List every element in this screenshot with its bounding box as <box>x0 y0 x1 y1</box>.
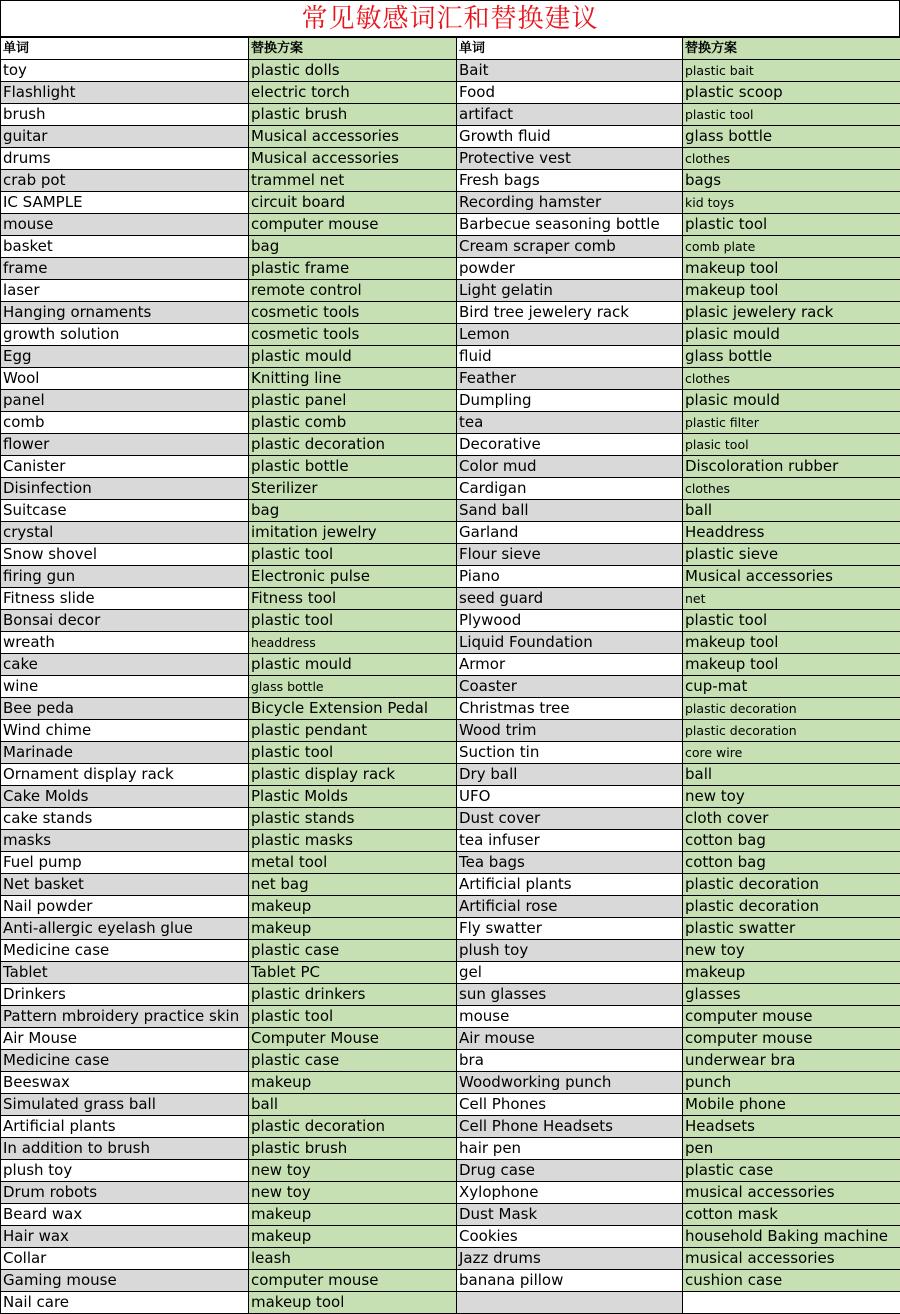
table-row <box>1 324 900 346</box>
word-cell-2[interactable]: Cell Phones <box>457 1094 683 1116</box>
replacement-cell-2[interactable]: plastic decoration <box>683 698 900 720</box>
table-row <box>1 632 900 654</box>
table-row <box>1 214 900 236</box>
table-row <box>1 258 900 280</box>
word-cell[interactable]: wreath <box>1 632 249 654</box>
table-row <box>1 808 900 830</box>
word-cell[interactable]: Medicine case <box>1 940 249 962</box>
replacement-cell[interactable]: plastic tool <box>249 742 457 764</box>
replacement-cell[interactable]: glass bottle <box>249 676 457 698</box>
replacement-cell-2[interactable]: plastic decoration <box>683 874 900 896</box>
replacement-cell[interactable]: makeup <box>249 1226 457 1248</box>
word-cell-2[interactable]: Cardigan <box>457 478 683 500</box>
table-row <box>1 676 900 698</box>
table-row <box>1 456 900 478</box>
table-row <box>1 170 900 192</box>
replacement-cell-2[interactable]: plastic tool <box>683 104 900 126</box>
table-row <box>1 1138 900 1160</box>
table-row <box>1 1072 900 1094</box>
replacement-cell-2[interactable]: musical accessories <box>683 1248 900 1270</box>
word-cell[interactable]: panel <box>1 390 249 412</box>
word-cell-2[interactable]: Artificial rose <box>457 896 683 918</box>
word-cell-2[interactable]: Bird tree jewelery rack <box>457 302 683 324</box>
word-cell-2[interactable]: seed guard <box>457 588 683 610</box>
replacement-cell-2[interactable]: new toy <box>683 786 900 808</box>
word-cell-2[interactable]: bra <box>457 1050 683 1072</box>
word-cell[interactable]: wine <box>1 676 249 698</box>
replacement-cell-2[interactable]: musical accessories <box>683 1182 900 1204</box>
replacement-cell-2[interactable]: makeup tool <box>683 280 900 302</box>
word-cell[interactable]: laser <box>1 280 249 302</box>
word-cell-2[interactable]: Woodworking punch <box>457 1072 683 1094</box>
replacement-cell-2[interactable]: cup-mat <box>683 676 900 698</box>
table-row <box>1 280 900 302</box>
word-cell[interactable]: Fuel pump <box>1 852 249 874</box>
table-row <box>1 786 900 808</box>
word-cell[interactable]: frame <box>1 258 249 280</box>
word-cell[interactable]: Marinade <box>1 742 249 764</box>
replacement-cell-2[interactable]: cushion case <box>683 1270 900 1292</box>
replacement-cell-2[interactable]: Musical accessories <box>683 566 900 588</box>
table-row <box>1 500 900 522</box>
word-cell-2[interactable]: Lemon <box>457 324 683 346</box>
table-row <box>1 1226 900 1248</box>
replacement-cell[interactable]: electric torch <box>249 82 457 104</box>
word-cell-2[interactable]: Air mouse <box>457 1028 683 1050</box>
replacement-cell[interactable]: Computer Mouse <box>249 1028 457 1050</box>
table-row <box>1 1160 900 1182</box>
word-cell-2[interactable]: Tea bags <box>457 852 683 874</box>
word-cell[interactable]: firing gun <box>1 566 249 588</box>
replacement-cell[interactable]: plastic decoration <box>249 1116 457 1138</box>
word-cell-2[interactable]: artifact <box>457 104 683 126</box>
replacement-cell-2[interactable]: ball <box>683 764 900 786</box>
replacement-cell[interactable]: new toy <box>249 1182 457 1204</box>
table-row <box>1 852 900 874</box>
replacement-cell-2[interactable]: glass bottle <box>683 126 900 148</box>
table-row <box>1 588 900 610</box>
word-cell[interactable]: Egg <box>1 346 249 368</box>
replacement-cell[interactable]: circuit board <box>249 192 457 214</box>
replacement-cell[interactable]: new toy <box>249 1160 457 1182</box>
word-cell-2[interactable]: Sand ball <box>457 500 683 522</box>
table-row <box>1 720 900 742</box>
word-cell[interactable]: Nail care <box>1 1292 249 1314</box>
word-cell[interactable]: Drum robots <box>1 1182 249 1204</box>
replacement-cell[interactable]: plastic drinkers <box>249 984 457 1006</box>
table-row <box>1 434 900 456</box>
word-cell[interactable]: Net basket <box>1 874 249 896</box>
word-cell-2[interactable]: Dry ball <box>457 764 683 786</box>
replacement-cell-2[interactable]: pen <box>683 1138 900 1160</box>
word-cell-2[interactable]: Dust Mask <box>457 1204 683 1226</box>
replacement-cell-2[interactable]: cloth cover <box>683 808 900 830</box>
table-row <box>1 566 900 588</box>
table-row <box>1 764 900 786</box>
word-cell[interactable]: Anti-allergic eyelash glue <box>1 918 249 940</box>
table-row <box>1 1094 900 1116</box>
replacement-cell[interactable]: trammel net <box>249 170 457 192</box>
word-cell[interactable]: masks <box>1 830 249 852</box>
word-cell[interactable]: Collar <box>1 1248 249 1270</box>
word-cell-2[interactable]: Flour sieve <box>457 544 683 566</box>
replacement-cell[interactable]: Musical accessories <box>249 148 457 170</box>
replacement-cell[interactable]: plastic dolls <box>249 60 457 82</box>
word-cell[interactable]: Nail powder <box>1 896 249 918</box>
table-row <box>1 1182 900 1204</box>
word-cell-2[interactable]: Dumpling <box>457 390 683 412</box>
word-cell-2[interactable]: Jazz drums <box>457 1248 683 1270</box>
word-cell-2[interactable]: fluid <box>457 346 683 368</box>
table-row <box>1 742 900 764</box>
word-cell[interactable]: Flashlight <box>1 82 249 104</box>
word-cell-2[interactable]: Decorative <box>457 434 683 456</box>
replacement-cell[interactable]: cosmetic tools <box>249 302 457 324</box>
replacement-cell[interactable]: plastic frame <box>249 258 457 280</box>
header-row <box>1 38 900 60</box>
replacement-cell[interactable]: makeup <box>249 896 457 918</box>
word-cell-2[interactable]: Artificial plants <box>457 874 683 896</box>
word-cell-2[interactable]: Armor <box>457 654 683 676</box>
replacement-cell[interactable]: cosmetic tools <box>249 324 457 346</box>
word-cell[interactable]: Cake Molds <box>1 786 249 808</box>
header-replacement-2[interactable]: 替换方案 <box>683 38 900 60</box>
word-cell-2[interactable]: banana pillow <box>457 1270 683 1292</box>
replacement-cell-2[interactable]: makeup tool <box>683 258 900 280</box>
word-cell-2[interactable]: Xylophone <box>457 1182 683 1204</box>
replacement-cell[interactable]: metal tool <box>249 852 457 874</box>
replacement-cell[interactable]: Electronic pulse <box>249 566 457 588</box>
replacement-cell[interactable]: plastic case <box>249 1050 457 1072</box>
word-cell[interactable]: Simulated grass ball <box>1 1094 249 1116</box>
table-row <box>1 82 900 104</box>
table-row <box>1 60 900 82</box>
replacement-cell-2[interactable] <box>683 1292 900 1314</box>
word-cell[interactable]: drums <box>1 148 249 170</box>
replacement-cell-2[interactable]: plastic sieve <box>683 544 900 566</box>
replacement-cell-2[interactable]: punch <box>683 1072 900 1094</box>
word-cell[interactable]: cake <box>1 654 249 676</box>
table-row <box>1 192 900 214</box>
word-cell-2[interactable]: Piano <box>457 566 683 588</box>
word-cell-2[interactable]: tea infuser <box>457 830 683 852</box>
replacement-cell-2[interactable]: plastic case <box>683 1160 900 1182</box>
replacement-cell[interactable]: remote control <box>249 280 457 302</box>
replacement-cell-2[interactable]: makeup tool <box>683 654 900 676</box>
word-cell-2[interactable]: Barbecue seasoning bottle <box>457 214 683 236</box>
word-cell[interactable]: growth solution <box>1 324 249 346</box>
word-cell-2[interactable] <box>457 1292 683 1314</box>
table-row <box>1 148 900 170</box>
word-cell[interactable]: Hanging ornaments <box>1 302 249 324</box>
replacement-cell[interactable]: Tablet PC <box>249 962 457 984</box>
word-cell-2[interactable]: Garland <box>457 522 683 544</box>
word-cell-2[interactable]: Suction tin <box>457 742 683 764</box>
replacement-cell-2[interactable]: plastic filter <box>683 412 900 434</box>
table-row <box>1 1204 900 1226</box>
replacement-cell-2[interactable]: new toy <box>683 940 900 962</box>
word-cell[interactable]: Tablet <box>1 962 249 984</box>
word-cell[interactable]: basket <box>1 236 249 258</box>
table-row <box>1 236 900 258</box>
word-cell[interactable]: mouse <box>1 214 249 236</box>
replacement-cell-2[interactable]: glasses <box>683 984 900 1006</box>
replacement-cell[interactable]: ball <box>249 1094 457 1116</box>
word-cell[interactable]: Snow shovel <box>1 544 249 566</box>
table-row <box>1 346 900 368</box>
word-cell-2[interactable]: Wood trim <box>457 720 683 742</box>
replacement-cell[interactable]: plastic mould <box>249 346 457 368</box>
word-cell[interactable]: cake stands <box>1 808 249 830</box>
replacement-cell[interactable]: bag <box>249 500 457 522</box>
word-cell-2[interactable]: Cream scraper comb <box>457 236 683 258</box>
table-row <box>1 104 900 126</box>
word-cell-2[interactable]: Liquid Foundation <box>457 632 683 654</box>
table-row <box>1 1006 900 1028</box>
word-cell[interactable]: Artificial plants <box>1 1116 249 1138</box>
replacement-cell-2[interactable]: plastic decoration <box>683 896 900 918</box>
table-row <box>1 1248 900 1270</box>
header-word-2[interactable]: 单词 <box>457 38 683 60</box>
table-row <box>1 654 900 676</box>
replacement-cell[interactable]: plastic case <box>249 940 457 962</box>
replacement-cell-2[interactable]: bags <box>683 170 900 192</box>
word-cell[interactable]: Beard wax <box>1 1204 249 1226</box>
word-cell-2[interactable]: Light gelatin <box>457 280 683 302</box>
replacement-cell-2[interactable]: cotton bag <box>683 852 900 874</box>
replacement-cell-2[interactable]: cotton mask <box>683 1204 900 1226</box>
word-cell[interactable]: Air Mouse <box>1 1028 249 1050</box>
replacement-cell[interactable]: plastic pendant <box>249 720 457 742</box>
replacement-cell-2[interactable]: Headdress <box>683 522 900 544</box>
table-row <box>1 390 900 412</box>
table-row <box>1 984 900 1006</box>
replacement-cell-2[interactable]: plastic tool <box>683 610 900 632</box>
replacement-cell-2[interactable]: plasic tool <box>683 434 900 456</box>
table-row <box>1 412 900 434</box>
replacement-cell-2[interactable]: plastic tool <box>683 214 900 236</box>
table-row <box>1 918 900 940</box>
word-cell-2[interactable]: powder <box>457 258 683 280</box>
replacement-cell-2[interactable]: plastic bait <box>683 60 900 82</box>
replacement-cell-2[interactable]: comb plate <box>683 236 900 258</box>
replacement-cell-2[interactable]: plasic mould <box>683 324 900 346</box>
replacement-cell[interactable]: plastic tool <box>249 610 457 632</box>
replacement-cell[interactable]: computer mouse <box>249 1270 457 1292</box>
table-row <box>1 1050 900 1072</box>
replacement-cell[interactable]: computer mouse <box>249 214 457 236</box>
replacement-cell[interactable]: makeup <box>249 1072 457 1094</box>
replacement-cell-2[interactable]: makeup tool <box>683 632 900 654</box>
word-cell[interactable]: toy <box>1 60 249 82</box>
word-cell-2[interactable]: gel <box>457 962 683 984</box>
replacement-cell-2[interactable]: core wire <box>683 742 900 764</box>
word-cell[interactable]: Bee peda <box>1 698 249 720</box>
replacement-cell-2[interactable]: plasic mould <box>683 390 900 412</box>
word-cell-2[interactable]: Growth fluid <box>457 126 683 148</box>
replacement-cell[interactable]: plastic decoration <box>249 434 457 456</box>
table-row <box>1 544 900 566</box>
replacement-cell[interactable]: plastic bottle <box>249 456 457 478</box>
replacement-cell[interactable]: plastic tool <box>249 1006 457 1028</box>
replacement-cell[interactable]: Fitness tool <box>249 588 457 610</box>
replacement-cell-2[interactable]: makeup <box>683 962 900 984</box>
replacement-cell-2[interactable]: computer mouse <box>683 1028 900 1050</box>
word-cell-2[interactable]: Fresh bags <box>457 170 683 192</box>
replacement-cell-2[interactable]: net <box>683 588 900 610</box>
replacement-cell-2[interactable]: household Baking machine <box>683 1226 900 1248</box>
header-replacement[interactable]: 替换方案 <box>249 38 457 60</box>
word-cell-2[interactable]: Christmas tree <box>457 698 683 720</box>
table-row <box>1 896 900 918</box>
word-cell[interactable]: crystal <box>1 522 249 544</box>
word-cell-2[interactable]: Fly swatter <box>457 918 683 940</box>
word-cell[interactable]: Beeswax <box>1 1072 249 1094</box>
word-cell[interactable]: flower <box>1 434 249 456</box>
table-row <box>1 610 900 632</box>
replacement-cell[interactable]: Sterilizer <box>249 478 457 500</box>
table-row <box>1 940 900 962</box>
page-title: 常见敏感词汇和替换建议 <box>0 0 900 37</box>
word-cell-2[interactable]: Color mud <box>457 456 683 478</box>
replacement-cell-2[interactable]: Mobile phone <box>683 1094 900 1116</box>
replacement-cell-2[interactable]: cotton bag <box>683 830 900 852</box>
replacement-cell-2[interactable]: plasic jewelery rack <box>683 302 900 324</box>
replacement-cell-2[interactable]: Headsets <box>683 1116 900 1138</box>
replacement-cell-2[interactable]: plastic scoop <box>683 82 900 104</box>
replacement-cell[interactable]: plastic brush <box>249 1138 457 1160</box>
word-cell[interactable]: Bonsai decor <box>1 610 249 632</box>
table-row <box>1 830 900 852</box>
replacement-cell[interactable]: plastic display rack <box>249 764 457 786</box>
word-cell[interactable]: guitar <box>1 126 249 148</box>
word-cell-2[interactable]: plush toy <box>457 940 683 962</box>
table-row <box>1 1116 900 1138</box>
table-row <box>1 302 900 324</box>
word-cell-2[interactable]: Feather <box>457 368 683 390</box>
replacement-cell[interactable]: makeup <box>249 1204 457 1226</box>
word-cell-2[interactable]: Plywood <box>457 610 683 632</box>
table-row <box>1 1270 900 1292</box>
word-cell[interactable]: Suitcase <box>1 500 249 522</box>
table-row <box>1 368 900 390</box>
table-row <box>1 1292 900 1314</box>
replacement-cell[interactable]: Musical accessories <box>249 126 457 148</box>
table-row <box>1 478 900 500</box>
word-cell-2[interactable]: Food <box>457 82 683 104</box>
replacement-table <box>0 37 900 1314</box>
replacement-cell[interactable]: plastic mould <box>249 654 457 676</box>
word-cell[interactable]: Ornament display rack <box>1 764 249 786</box>
word-cell[interactable]: brush <box>1 104 249 126</box>
word-cell[interactable]: Canister <box>1 456 249 478</box>
word-cell[interactable]: crab pot <box>1 170 249 192</box>
replacement-cell[interactable]: makeup <box>249 918 457 940</box>
table-row <box>1 874 900 896</box>
word-cell[interactable]: Drinkers <box>1 984 249 1006</box>
word-cell[interactable]: Pattern mbroidery practice skin <box>1 1006 249 1028</box>
word-cell[interactable]: Fitness slide <box>1 588 249 610</box>
replacement-cell-2[interactable]: clothes <box>683 368 900 390</box>
replacement-cell-2[interactable]: plastic swatter <box>683 918 900 940</box>
word-cell-2[interactable]: Bait <box>457 60 683 82</box>
replacement-cell[interactable]: bag <box>249 236 457 258</box>
word-cell[interactable]: Hair wax <box>1 1226 249 1248</box>
replacement-cell[interactable]: net bag <box>249 874 457 896</box>
table-row <box>1 698 900 720</box>
header-word[interactable]: 单词 <box>1 38 249 60</box>
replacement-cell[interactable]: plastic brush <box>249 104 457 126</box>
replacement-cell[interactable]: Knitting line <box>249 368 457 390</box>
word-cell[interactable]: Gaming mouse <box>1 1270 249 1292</box>
word-cell[interactable]: Wool <box>1 368 249 390</box>
replacement-cell-2[interactable]: plastic decoration <box>683 720 900 742</box>
replacement-cell[interactable]: plastic masks <box>249 830 457 852</box>
word-cell-2[interactable]: hair pen <box>457 1138 683 1160</box>
word-cell[interactable]: plush toy <box>1 1160 249 1182</box>
word-cell-2[interactable]: sun glasses <box>457 984 683 1006</box>
word-cell-2[interactable]: Cell Phone Headsets <box>457 1116 683 1138</box>
word-cell-2[interactable]: Coaster <box>457 676 683 698</box>
word-cell-2[interactable]: Cookies <box>457 1226 683 1248</box>
word-cell-2[interactable]: tea <box>457 412 683 434</box>
replacement-cell-2[interactable]: kid toys <box>683 192 900 214</box>
replacement-cell-2[interactable]: computer mouse <box>683 1006 900 1028</box>
word-cell-2[interactable]: Drug case <box>457 1160 683 1182</box>
table-row <box>1 962 900 984</box>
replacement-cell[interactable]: makeup tool <box>249 1292 457 1314</box>
word-cell[interactable]: IC SAMPLE <box>1 192 249 214</box>
table-row <box>1 1028 900 1050</box>
replacement-cell-2[interactable]: ball <box>683 500 900 522</box>
table-row <box>1 522 900 544</box>
replacement-cell[interactable]: plastic stands <box>249 808 457 830</box>
word-cell-2[interactable]: mouse <box>457 1006 683 1028</box>
word-cell-2[interactable]: UFO <box>457 786 683 808</box>
replacement-cell-2[interactable]: clothes <box>683 478 900 500</box>
replacement-cell-2[interactable]: Discoloration rubber <box>683 456 900 478</box>
word-cell[interactable]: In addition to brush <box>1 1138 249 1160</box>
replacement-cell-2[interactable]: glass bottle <box>683 346 900 368</box>
replacement-cell[interactable]: plastic panel <box>249 390 457 412</box>
replacement-cell[interactable]: plastic tool <box>249 544 457 566</box>
replacement-cell[interactable]: plastic comb <box>249 412 457 434</box>
replacement-cell-2[interactable]: underwear bra <box>683 1050 900 1072</box>
replacement-cell[interactable]: leash <box>249 1248 457 1270</box>
replacement-cell[interactable]: imitation jewelry <box>249 522 457 544</box>
word-cell-2[interactable]: Protective vest <box>457 148 683 170</box>
replacement-cell-2[interactable]: clothes <box>683 148 900 170</box>
replacement-cell[interactable]: Plastic Molds <box>249 786 457 808</box>
word-cell[interactable]: Wind chime <box>1 720 249 742</box>
word-cell[interactable]: Disinfection <box>1 478 249 500</box>
replacement-cell[interactable]: Bicycle Extension Pedal <box>249 698 457 720</box>
word-cell-2[interactable]: Recording hamster <box>457 192 683 214</box>
replacement-cell[interactable]: headdress <box>249 632 457 654</box>
table-row <box>1 126 900 148</box>
word-cell[interactable]: comb <box>1 412 249 434</box>
word-cell[interactable]: Medicine case <box>1 1050 249 1072</box>
word-cell-2[interactable]: Dust cover <box>457 808 683 830</box>
